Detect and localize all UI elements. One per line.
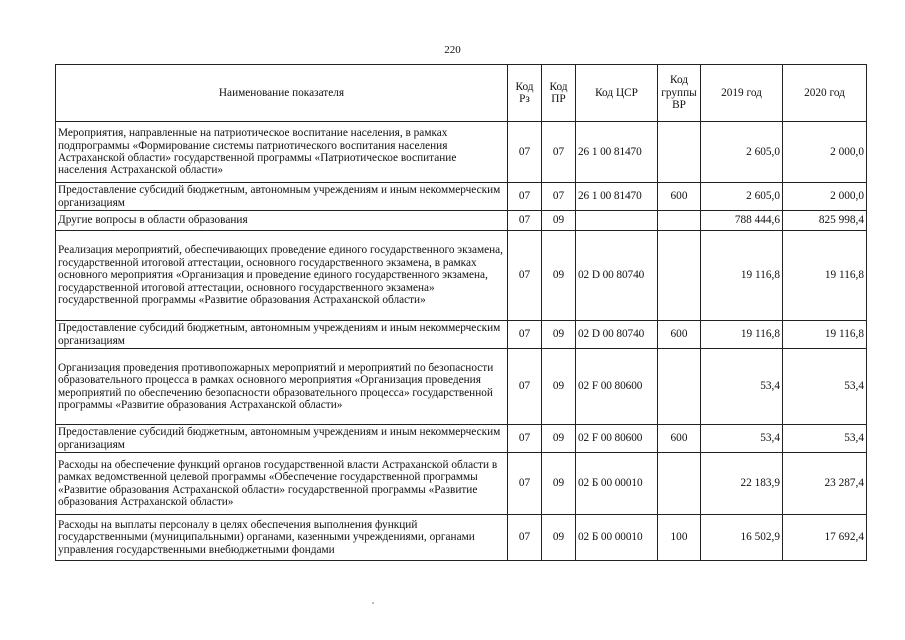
cell-rz: 07	[508, 231, 542, 321]
cell-vr	[658, 231, 701, 321]
cell-rz: 07	[508, 183, 542, 211]
cell-vr: 100	[658, 515, 701, 561]
table-row	[56, 349, 867, 425]
cell-name: Предоставление субсидий бюджетным, автономным учреждениям и иным некоммерческим организациям	[56, 183, 508, 211]
header-csr: Код ЦСР	[576, 65, 658, 122]
cell-2019: 16 502,9	[701, 515, 783, 561]
cell-pr: 07	[542, 122, 576, 183]
cell-2019: 19 116,8	[701, 231, 783, 321]
cell-csr: 02 F 00 80600	[576, 425, 658, 453]
cell-2020: 23 287,4	[783, 453, 867, 515]
cell-pr: 09	[542, 211, 576, 231]
cell-2019: 2 605,0	[701, 122, 783, 183]
cell-name: Предоставление субсидий бюджетным, автономным учреждениям и иным некоммерческим организациям	[56, 321, 508, 349]
cell-vr: 600	[658, 183, 701, 211]
cell-2019: 53,4	[701, 349, 783, 425]
cell-pr: 09	[542, 515, 576, 561]
cell-csr: 02 Б 00 00010	[576, 453, 658, 515]
cell-vr	[658, 453, 701, 515]
cell-name: Расходы на выплаты персоналу в целях обеспечения выполнения функций государственными (муниципальными) органами, казенными учреждениями, органами управления государственными внебюджетными фондами	[56, 515, 508, 561]
cell-2019: 53,4	[701, 425, 783, 453]
cell-pr: 09	[542, 453, 576, 515]
cell-2020: 53,4	[783, 425, 867, 453]
cell-2020: 19 116,8	[783, 321, 867, 349]
cell-csr	[576, 211, 658, 231]
scan-speck	[372, 602, 374, 604]
table-row	[56, 211, 867, 231]
cell-name: Предоставление субсидий бюджетным, автономным учреждениям и иным некоммерческим организациям	[56, 425, 508, 453]
cell-2020: 2 000,0	[783, 122, 867, 183]
cell-pr: 09	[542, 231, 576, 321]
cell-csr: 02 F 00 80600	[576, 349, 658, 425]
cell-vr	[658, 122, 701, 183]
cell-rz: 07	[508, 321, 542, 349]
cell-2020: 53,4	[783, 349, 867, 425]
cell-rz: 07	[508, 211, 542, 231]
cell-2019: 22 183,9	[701, 453, 783, 515]
cell-csr: 26 1 00 81470	[576, 183, 658, 211]
cell-rz: 07	[508, 349, 542, 425]
cell-rz: 07	[508, 453, 542, 515]
header-name: Наименование показателя	[56, 65, 508, 122]
cell-2020: 2 000,0	[783, 183, 867, 211]
cell-2020: 19 116,8	[783, 231, 867, 321]
cell-vr	[658, 211, 701, 231]
table-row	[56, 122, 867, 183]
budget-table	[55, 64, 867, 561]
cell-name: Реализация мероприятий, обеспечивающих проведение единого государственного экзамена, государственной итоговой аттестации, основного государственного экзамена, в рамках основного мероприятия «Организация и проведение единого государственного экзамена, государственной итоговой аттестации, основного государственного экзамена» государственной программы «Развитие образования Астраханской области»	[56, 231, 508, 321]
table-row	[56, 453, 867, 515]
table-row	[56, 515, 867, 561]
header-vr: Код группы ВР	[658, 65, 701, 122]
table-row	[56, 183, 867, 211]
table-header-row	[56, 65, 867, 122]
table-row	[56, 321, 867, 349]
cell-pr: 09	[542, 425, 576, 453]
table-row	[56, 231, 867, 321]
cell-name: Другие вопросы в области образования	[56, 211, 508, 231]
cell-csr: 26 1 00 81470	[576, 122, 658, 183]
header-2019: 2019 год	[701, 65, 783, 122]
cell-2020: 825 998,4	[783, 211, 867, 231]
header-pr: Код ПР	[542, 65, 576, 122]
cell-name: Организация проведения противопожарных мероприятий и мероприятий по безопасности образовательного процесса в рамках основного мероприятия «Организация проведения мероприятий по обеспечению безопасности образовательного процесса» государственной программы «Развитие образования Астраханской области»	[56, 349, 508, 425]
header-2020: 2020 год	[783, 65, 867, 122]
page-number: 220	[444, 44, 461, 56]
cell-pr: 09	[542, 349, 576, 425]
cell-csr: 02 D 00 80740	[576, 321, 658, 349]
cell-csr: 02 Б 00 00010	[576, 515, 658, 561]
cell-pr: 07	[542, 183, 576, 211]
cell-rz: 07	[508, 515, 542, 561]
cell-2019: 788 444,6	[701, 211, 783, 231]
cell-name: Расходы на обеспечение функций органов государственной власти Астраханской области в рамках ведомственной целевой программы «Обеспечение государственной программы «Развитие образования Астраханской области» государственной программы «Развитие образования Астраханской области»	[56, 453, 508, 515]
cell-2019: 2 605,0	[701, 183, 783, 211]
cell-2020: 17 692,4	[783, 515, 867, 561]
cell-rz: 07	[508, 425, 542, 453]
cell-name: Мероприятия, направленные на патриотическое воспитание населения, в рамках подпрограммы «Формирование системы патриотического воспитания населения Астраханской области» государственной программы «Патриотическое воспитание населения Астраханской области»	[56, 122, 508, 183]
cell-csr: 02 D 00 80740	[576, 231, 658, 321]
cell-vr	[658, 349, 701, 425]
cell-2019: 19 116,8	[701, 321, 783, 349]
cell-pr: 09	[542, 321, 576, 349]
cell-vr: 600	[658, 321, 701, 349]
cell-vr: 600	[658, 425, 701, 453]
table-row	[56, 425, 867, 453]
header-rz: Код Рз	[508, 65, 542, 122]
cell-rz: 07	[508, 122, 542, 183]
